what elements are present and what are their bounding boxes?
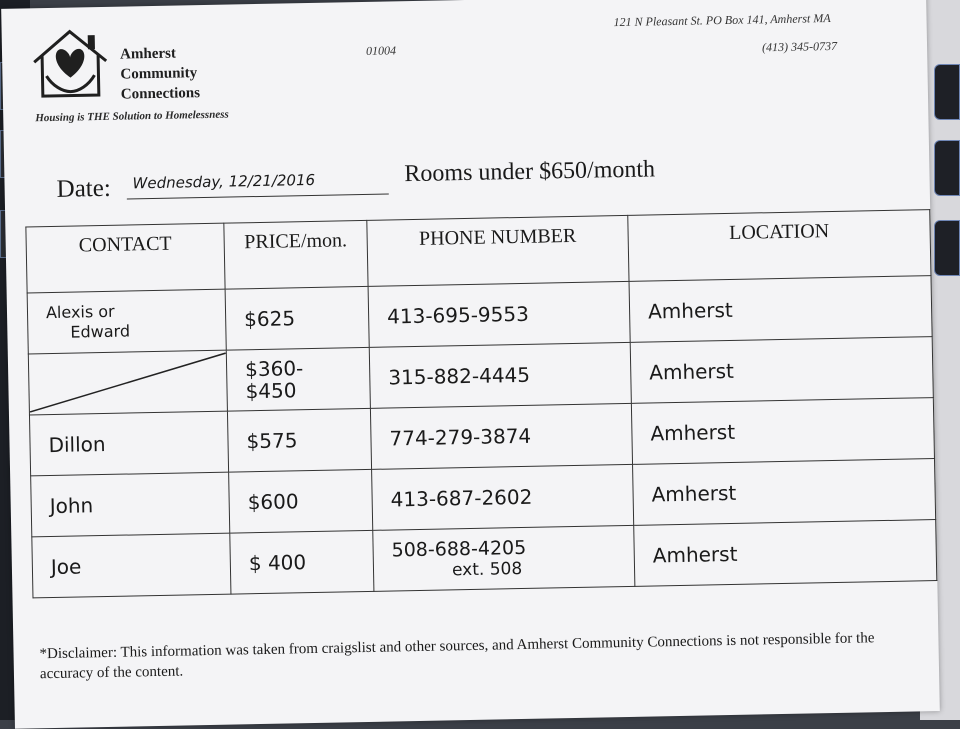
phone-cell: 315-882-4445 xyxy=(369,342,631,408)
contact-cell: Dillon xyxy=(29,411,228,476)
price-cell: $ 400 xyxy=(230,530,374,594)
phone-line: 508-688-4205 xyxy=(391,536,527,562)
listings-table xyxy=(25,209,937,598)
contact-line: Alexis or xyxy=(45,301,115,323)
column-header-contact: CONTACT xyxy=(26,223,225,293)
date-value: Wednesday, 12/21/2016 xyxy=(132,170,316,193)
listing-heading: Rooms under $650/month xyxy=(404,156,656,188)
price-line: $360- xyxy=(244,356,304,382)
phone-cell xyxy=(373,525,635,591)
column-header-phone: PHONE NUMBER xyxy=(367,215,629,286)
key xyxy=(934,140,960,196)
location-cell: Amherst xyxy=(630,337,933,404)
contact-cell-crossed xyxy=(28,350,227,415)
date-underline xyxy=(127,193,389,199)
phone-extension: ext. 508 xyxy=(451,559,523,581)
location-cell: Amherst xyxy=(631,398,934,465)
price-cell: $600 xyxy=(229,469,373,533)
org-name-line: Connections xyxy=(120,85,201,103)
house-heart-hands-icon xyxy=(30,27,111,101)
price-line: $450 xyxy=(245,378,297,404)
address: 121 N Pleasant St. PO Box 141, Amherst MA xyxy=(613,10,831,30)
column-header-location: LOCATION xyxy=(628,210,931,282)
disclaimer: *Disclaimer: This information was taken from craigslist and other sources, and Amherst Community Connections is not responsible for the accuracy of the content. xyxy=(39,630,875,683)
contact-cell: John xyxy=(31,472,230,537)
tagline: Housing is THE Solution to Homelessness xyxy=(35,108,229,125)
org-name-line: Community xyxy=(120,65,198,83)
org-phone: (413) 345-0737 xyxy=(761,38,838,55)
key xyxy=(934,220,960,276)
date-label: Date: xyxy=(56,174,112,203)
contact-line: Edward xyxy=(70,321,131,342)
location-cell: Amherst xyxy=(633,459,936,526)
location-cell: Amherst xyxy=(629,276,932,343)
organization-name xyxy=(120,43,200,105)
phone-cell: 413-695-9553 xyxy=(368,281,630,347)
strike-line-icon xyxy=(29,351,227,415)
contact-cell: Joe xyxy=(32,533,231,598)
zip-code: 01004 xyxy=(365,43,397,58)
key xyxy=(934,64,960,120)
paper-sheet xyxy=(1,0,940,729)
price-cell: $575 xyxy=(227,408,371,472)
price-cell xyxy=(226,347,370,411)
column-header-price: PRICE/mon. xyxy=(224,220,368,289)
org-name-line: Amherst xyxy=(119,45,177,63)
phone-cell: 413-687-2602 xyxy=(372,464,634,530)
location-cell: Amherst xyxy=(634,520,937,587)
phone-cell: 774-279-3874 xyxy=(370,403,632,469)
price-cell: $625 xyxy=(225,286,369,350)
contact-cell xyxy=(27,289,226,354)
